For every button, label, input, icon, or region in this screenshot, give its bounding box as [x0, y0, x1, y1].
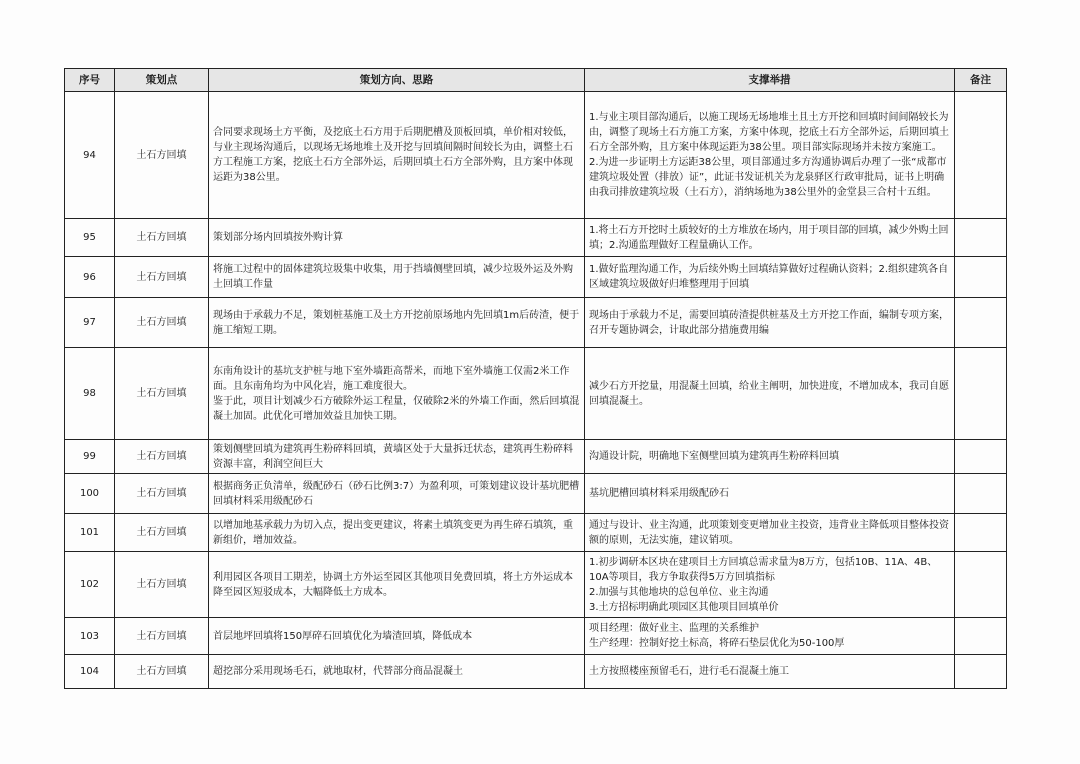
row-point: 土石方回填 — [115, 219, 209, 257]
row-direction — [209, 618, 585, 655]
row-remark — [955, 219, 1007, 257]
row-number: 97 — [65, 298, 115, 348]
table-row — [65, 474, 1007, 514]
row-remark — [955, 92, 1007, 219]
row-measures — [585, 257, 955, 298]
table-row — [65, 514, 1007, 552]
header-no: 序号 — [65, 69, 115, 92]
row-remark — [955, 655, 1007, 689]
row-direction — [209, 219, 585, 257]
measure-line: 1.与业主项目部沟通后，以施工现场无场地堆土且土方开挖和回填时间间隔较长为由，调整了现场土石方施工方案，方案中体现，挖底土石方全部外运，后期回填土石方全部外购，且方案中体现运距为38公里。项目部实际现场并未按方案施工。 — [589, 112, 949, 153]
row-remark — [955, 514, 1007, 552]
row-remark — [955, 552, 1007, 618]
row-number: 103 — [65, 618, 115, 655]
row-measures — [585, 655, 955, 689]
measure-line: 项目经理：做好业主、监理的关系维护 — [589, 623, 759, 634]
direction-line: 利用园区各项目工期差，协调土方外运至园区其他项目免费回填，将土方外运成本降至园区短驳成本，大幅降低土方成本。 — [213, 571, 573, 598]
row-measures — [585, 440, 955, 474]
row-measures — [585, 92, 955, 219]
table-header-row — [65, 69, 1007, 92]
header-point: 策划点 — [115, 69, 209, 92]
row-point: 土石方回填 — [115, 298, 209, 348]
row-remark — [955, 618, 1007, 655]
row-number: 101 — [65, 514, 115, 552]
measure-line: 2.加强与其他地块的总包单位、业主沟通 — [589, 586, 769, 598]
row-number: 104 — [65, 655, 115, 689]
row-point: 土石方回填 — [115, 92, 209, 219]
row-number: 96 — [65, 257, 115, 298]
direction-line: 现场由于承载力不足，策划桩基施工及土方开挖前原场地内先回填1m后砖渣，便于施工缩短工期。 — [213, 309, 580, 336]
direction-line: 将施工过程中的固体建筑垃圾集中收集，用于挡墙侧壁回填，减少垃圾外运及外购土回填工作量 — [213, 264, 573, 290]
row-number: 99 — [65, 440, 115, 474]
row-point: 土石方回填 — [115, 348, 209, 440]
table-row — [65, 92, 1007, 219]
row-measures — [585, 514, 955, 552]
header-remark: 备注 — [955, 69, 1007, 92]
row-direction — [209, 92, 585, 219]
direction-line: 首层地坪回填将150厚碎石回填优化为墙渣回填，降低成本 — [213, 630, 473, 642]
measure-line: 沟通设计院，明确地下室侧壁回填为建筑再生粉碎料回填 — [589, 451, 839, 462]
header-measures: 支撑举措 — [585, 69, 955, 92]
measure-line: 1.做好监理沟通工作，为后续外购土回填结算做好过程确认资料；2.组织建筑各自区域建筑垃圾做好归堆整理用于回填 — [589, 264, 949, 290]
table-row — [65, 219, 1007, 257]
measure-line: 基坑肥槽回填材料采用级配砂石 — [589, 488, 729, 499]
row-point: 土石方回填 — [115, 552, 209, 618]
table-row — [65, 552, 1007, 618]
row-point: 土石方回填 — [115, 474, 209, 514]
measure-line: 土方按照楼座预留毛石，进行毛石混凝土施工 — [589, 666, 789, 677]
direction-line: 根据商务正负清单，级配砂石（砂石比例3:7）为盈利项，可策划建议设计基坑肥槽回填材料采用级配砂石 — [213, 480, 580, 507]
row-direction — [209, 514, 585, 552]
row-direction — [209, 552, 585, 618]
row-remark — [955, 474, 1007, 514]
row-point: 土石方回填 — [115, 257, 209, 298]
table-body — [65, 92, 1007, 689]
table-row — [65, 655, 1007, 689]
direction-line: 鉴于此，项目计划减少石方破除外运工程量，仅破除2米的外墙工作面，然后回填混凝土加固。此优化可增加效益且加快工期。 — [213, 395, 580, 422]
row-direction — [209, 298, 585, 348]
measure-line: 1.将土石方开挖时土质较好的土方堆放在场内，用于项目部的回填，减少外购土回填；2.沟通监理做好工程量确认工作。 — [589, 224, 949, 251]
row-direction — [209, 474, 585, 514]
row-direction — [209, 440, 585, 474]
measure-line: 1.初步调研本区块在建项目土方回填总需求量为8万方，包括10B、11A、4B、10A等项目，我方争取获得5万方回填指标 — [589, 556, 938, 583]
table-row — [65, 298, 1007, 348]
row-direction — [209, 257, 585, 298]
direction-line: 超挖部分采用现场毛石，就地取材，代替部分商品混凝土 — [213, 666, 463, 677]
row-point: 土石方回填 — [115, 618, 209, 655]
measure-line: 生产经理：控制好挖土标高，将碎石垫层优化为50-100厚 — [589, 638, 845, 649]
direction-line: 以增加地基承载力为切入点，提出变更建议，将素土填筑变更为再生碎石填筑，重新组价，增加效益。 — [213, 519, 573, 546]
planning-table — [64, 68, 1007, 689]
row-number: 95 — [65, 219, 115, 257]
table-row — [65, 618, 1007, 655]
direction-line: 策划部分场内回填按外购计算 — [213, 232, 343, 243]
row-point: 土石方回填 — [115, 514, 209, 552]
row-remark — [955, 440, 1007, 474]
table-row — [65, 348, 1007, 440]
measure-line: 3.土方招标明确此项园区其他项目回填单价 — [589, 601, 779, 613]
table-row — [65, 440, 1007, 474]
row-point: 土石方回填 — [115, 440, 209, 474]
row-direction — [209, 655, 585, 689]
header-direction: 策划方向、思路 — [209, 69, 585, 92]
row-measures — [585, 552, 955, 618]
row-number: 102 — [65, 552, 115, 618]
measure-line: 现场由于承载力不足，需要回填砖渣提供桩基及土方开挖工作面，编制专项方案，召开专题协调会，计取此部分措施费用编 — [589, 309, 949, 336]
row-remark — [955, 257, 1007, 298]
row-number: 100 — [65, 474, 115, 514]
row-measures — [585, 219, 955, 257]
row-measures — [585, 298, 955, 348]
measure-line: 通过与设计、业主沟通，此项策划变更增加业主投资，违背业主降低项目整体投资额的原则，无法实施，建议销项。 — [589, 519, 949, 546]
measure-line: 减少石方开挖量，用混凝土回填，给业主阐明，加快进度，不增加成本，我司自愿回填混凝土。 — [589, 380, 949, 407]
row-number: 94 — [65, 92, 115, 219]
row-number: 98 — [65, 348, 115, 440]
direction-line: 策划侧壁回填为建筑再生粉碎料回填，黄墙区处于大量拆迁状态，建筑再生粉碎料资源丰富，利润空间巨大 — [213, 443, 573, 470]
row-point: 土石方回填 — [115, 655, 209, 689]
row-measures — [585, 348, 955, 440]
direction-line: 东南角设计的基坑支护桩与地下室外墙距高帮米，而地下室外墙施工仅需2米工作面。且东南角均为中风化岩，施工难度很大。 — [213, 365, 570, 392]
measure-line: 2.为进一步证明土方运距38公里，项目部通过多方沟通协调后办理了一张“成都市建筑垃圾处置（排放）证”，此证书发证机关为龙泉驿区行政审批局，证书上明确由我司排放建筑垃圾（土石方），消纳场地为38公里外的金堂县三合村十五组。 — [589, 157, 947, 198]
row-remark — [955, 348, 1007, 440]
row-measures — [585, 618, 955, 655]
direction-line: 合同要求现场土方平衡，及挖底土石方用于后期肥槽及顶板回填，单价相对较低，与业主现场沟通后，以现场无场地堆土及开挖与回填间隔时间较长为由，调整土石方工程施工方案，挖底土石方全部外运，后期回填土石方全部外购，且方案中体现运距为38公里。 — [213, 127, 573, 183]
row-measures — [585, 474, 955, 514]
row-direction — [209, 348, 585, 440]
table-row — [65, 257, 1007, 298]
row-remark — [955, 298, 1007, 348]
